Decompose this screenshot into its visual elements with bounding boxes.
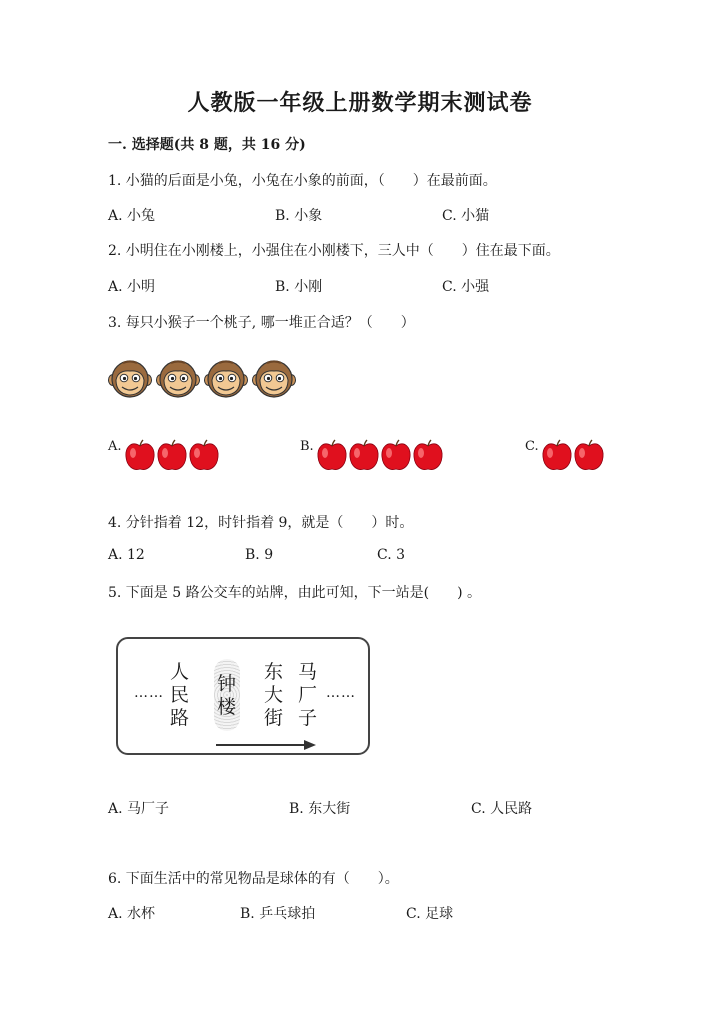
q1-option-b: B. 小象 bbox=[275, 208, 323, 224]
question-5: 5. 下面是 5 路公交车的站牌，由此可知，下一站是( ) 。 bbox=[108, 585, 481, 601]
q2-option-b: B. 小刚 bbox=[275, 279, 323, 295]
apple-pile-a bbox=[124, 438, 220, 472]
apple-icon bbox=[124, 438, 156, 472]
apple-icon bbox=[380, 438, 412, 472]
q6-option-b: B. 乒乓球拍 bbox=[240, 906, 316, 922]
q3-option-c bbox=[525, 438, 605, 472]
q2-option-a: A. 小明 bbox=[108, 279, 156, 295]
apple-icon bbox=[348, 438, 380, 472]
q4-option-c: C. 3 bbox=[377, 547, 406, 563]
stop-character: 厂 bbox=[298, 684, 318, 706]
section-heading: 一. 选择题(共 8 题，共 16 分) bbox=[108, 137, 306, 153]
q3-option-c-label: C. bbox=[525, 438, 539, 454]
stop-character: 街 bbox=[264, 707, 284, 729]
q6-option-c: C. 足球 bbox=[406, 906, 454, 922]
stop-character: 民 bbox=[170, 684, 190, 706]
apple-icon bbox=[412, 438, 444, 472]
q3-option-a-label: A. bbox=[108, 438, 122, 454]
monkey-icon bbox=[252, 358, 296, 400]
stop-character: 马 bbox=[298, 661, 318, 683]
page-title: 人教版一年级上册数学期末测试卷 bbox=[187, 90, 533, 116]
sign-dots-right: …… bbox=[326, 685, 356, 701]
stop-character: 人 bbox=[170, 661, 190, 683]
question-4: 4. 分针指着 12，时针指着 9，就是（ ）时。 bbox=[108, 515, 414, 531]
apple-icon bbox=[541, 438, 573, 472]
monkey-icon bbox=[204, 358, 248, 400]
apple-pile-b bbox=[316, 438, 444, 472]
monkey-icon bbox=[156, 358, 200, 400]
q1-option-a: A. 小兔 bbox=[108, 208, 156, 224]
q3-option-b-label: B. bbox=[300, 438, 314, 454]
stop-bell-tower bbox=[217, 673, 236, 719]
question-1: 1. 小猫的后面是小兔，小兔在小象的前面，（ ）在最前面。 bbox=[108, 173, 497, 189]
sign-dots-left: …… bbox=[134, 685, 164, 701]
stop-dongdajie bbox=[264, 661, 283, 730]
stop-character: 东 bbox=[264, 661, 284, 683]
q2-option-c: C. 小强 bbox=[442, 279, 490, 295]
q5-option-a: A. 马厂子 bbox=[108, 801, 170, 817]
q3-option-b bbox=[300, 438, 444, 472]
stop-machangzi bbox=[298, 661, 317, 730]
monkey-group bbox=[108, 358, 296, 400]
stop-character: 楼 bbox=[217, 696, 237, 718]
q3-option-a bbox=[108, 438, 220, 472]
q5-option-c: C. 人民路 bbox=[471, 801, 533, 817]
question-3: 3. 每只小猴子一个桃子, 哪一堆正合适？（ ） bbox=[108, 315, 415, 331]
apple-icon bbox=[573, 438, 605, 472]
q5-option-b: B. 东大街 bbox=[289, 801, 351, 817]
q6-option-a: A. 水杯 bbox=[108, 906, 156, 922]
q4-option-a: A. 12 bbox=[108, 547, 145, 563]
stop-character: 路 bbox=[170, 707, 190, 729]
q1-option-c: C. 小猫 bbox=[442, 208, 490, 224]
apple-pile-c bbox=[541, 438, 605, 472]
question-2: 2. 小明住在小刚楼上，小强住在小刚楼下，三人中（ ）住在最下面。 bbox=[108, 243, 560, 259]
stop-character: 大 bbox=[264, 684, 284, 706]
stop-character: 子 bbox=[298, 707, 318, 729]
apple-icon bbox=[188, 438, 220, 472]
question-6: 6. 下面生活中的常见物品是球体的有（ ）。 bbox=[108, 871, 399, 887]
stop-renmin-road bbox=[170, 661, 189, 730]
q4-option-b: B. 9 bbox=[245, 547, 274, 563]
apple-icon bbox=[316, 438, 348, 472]
direction-arrow-icon bbox=[216, 739, 316, 751]
apple-icon bbox=[156, 438, 188, 472]
bus-stop-sign bbox=[116, 637, 370, 755]
monkey-icon bbox=[108, 358, 152, 400]
stop-character: 钟 bbox=[217, 673, 237, 695]
